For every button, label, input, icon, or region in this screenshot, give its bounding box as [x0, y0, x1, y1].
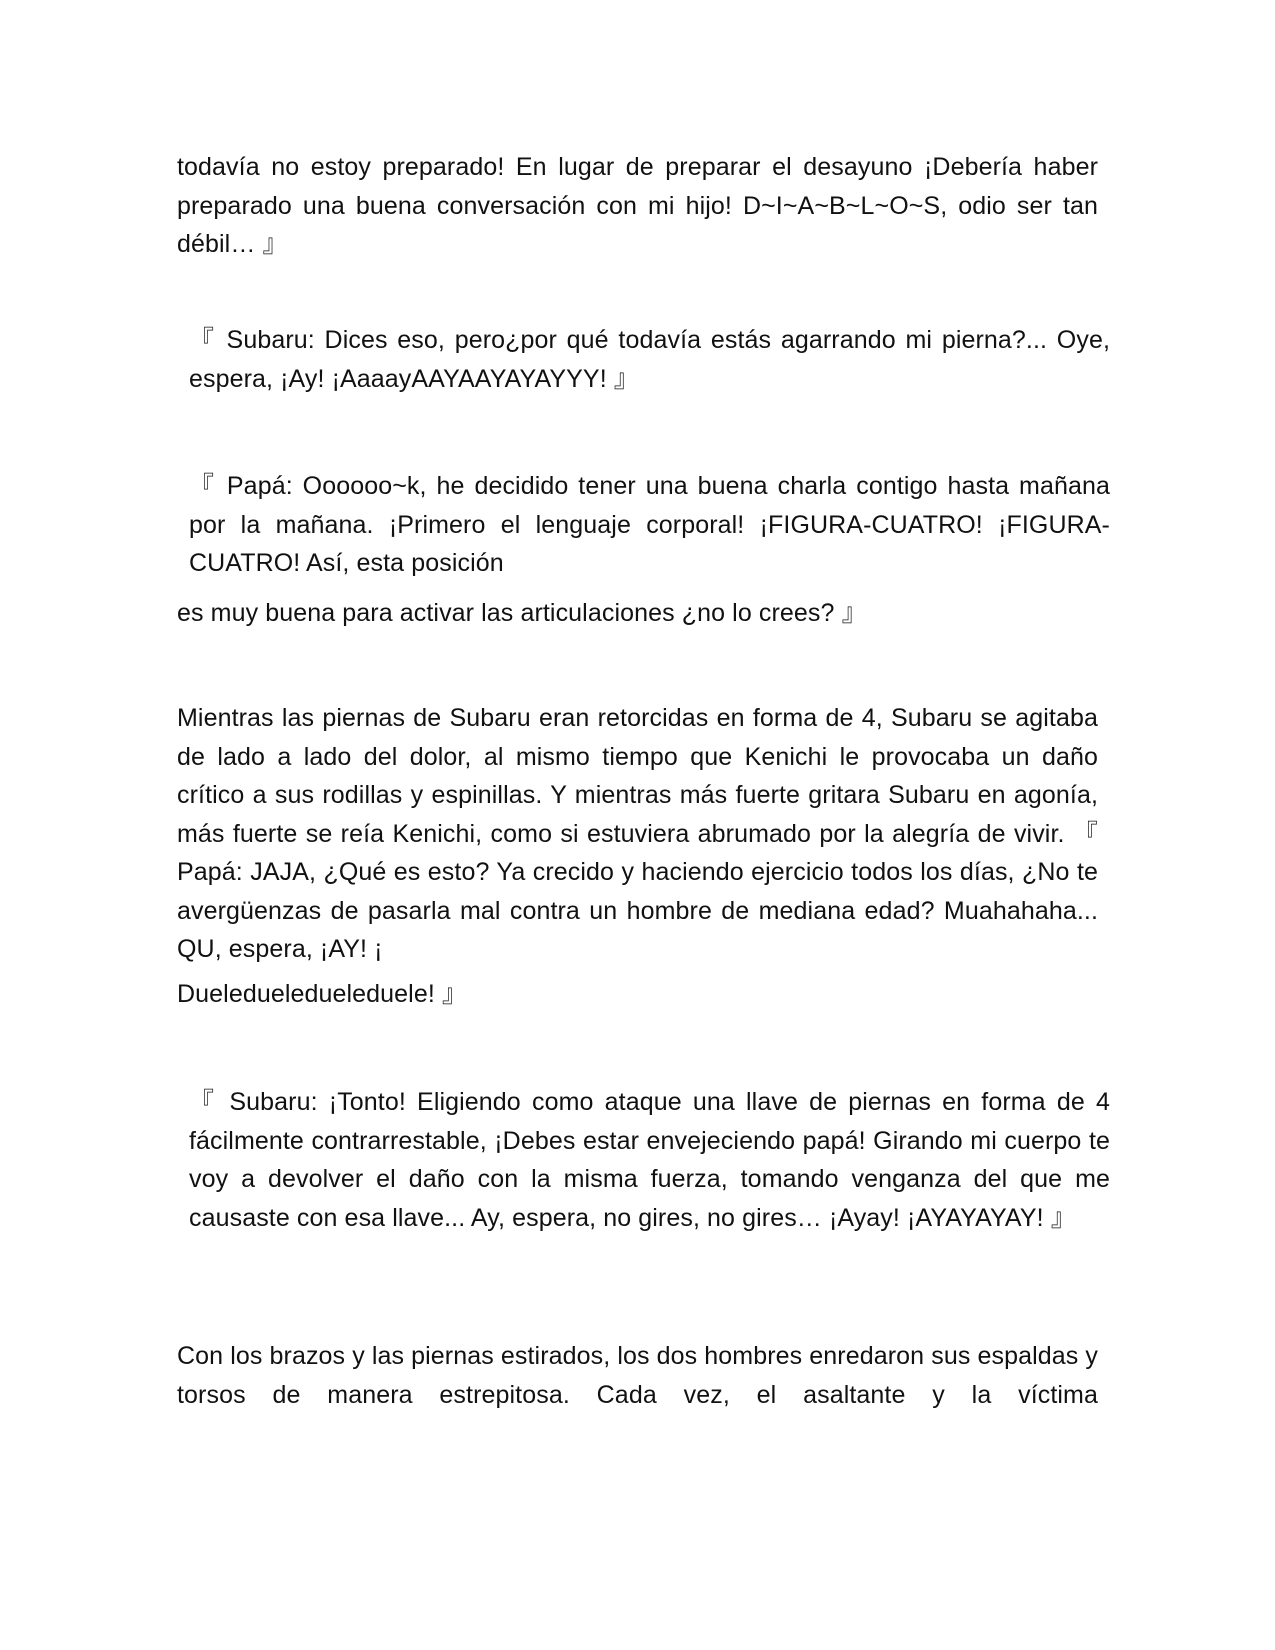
paragraph-narration-1: todavía no estoy preparado! En lugar de preparar el desayuno ¡Debería haber preparado una buena conversación con mi hijo! D~I~A~B~L~O~S, odio ser tan débil… 』 [177, 153, 1098, 258]
paragraph-dialogue-papa-1-continued: es muy buena para activar las articulaciones ¿no lo crees? 』 [177, 599, 867, 627]
paragraph-dialogue-papa-1: 『 Papá: Oooooo~k, he decidido tener una buena charla contigo hasta mañana por la mañana. ¡Primero el lenguaje corporal! ¡FIGURA-CUATRO! ¡FIGURA-CUATRO! Así, esta posición [189, 472, 1110, 577]
paragraph-narration-3: Con los brazos y las piernas estirados, los dos hombres enredaron sus espaldas y torsos de manera estrepitosa. Cada vez, el asaltante y la víctima [177, 1342, 1098, 1409]
paragraph-dialogue-subaru-2: 『 Subaru: ¡Tonto! Eligiendo como ataque una llave de piernas en forma de 4 fácilmente contrarrestable, ¡Debes estar envejeciendo papá! Girando mi cuerpo te voy a devolver el daño con la misma fuerza, tomando venganza del que me causaste con esa llave... Ay, espera, no gires, no gires… ¡Ayay! ¡AYAYAYAY! 』 [189, 1088, 1110, 1232]
paragraph-narration-2-continued: Dueledueledueleduele! 』 [177, 980, 468, 1008]
paragraph-narration-2: Mientras las piernas de Subaru eran retorcidas en forma de 4, Subaru se agitaba de lado a lado del dolor, al mismo tiempo que Kenichi le provocaba un daño crítico a sus rodillas y espinillas. Y mientras más fuerte gritara Subaru en agonía, más fuerte se reía Kenichi, como si estuviera abrumado por la alegría de vivir. 『 Papá: JAJA, ¿Qué es esto? Ya crecido y haciendo ejercicio todos los días, ¿No te avergüenzas de pasarla mal contra un hombre de mediana edad? Muahahaha... QU, espera, ¡AY! ¡ [177, 704, 1098, 963]
paragraph-dialogue-subaru-1: 『 Subaru: Dices eso, pero¿por qué todavía estás agarrando mi pierna?... Oye, espera, ¡Ay! ¡AaaayAAYAAYAYAYYY! 』 [189, 326, 1110, 393]
